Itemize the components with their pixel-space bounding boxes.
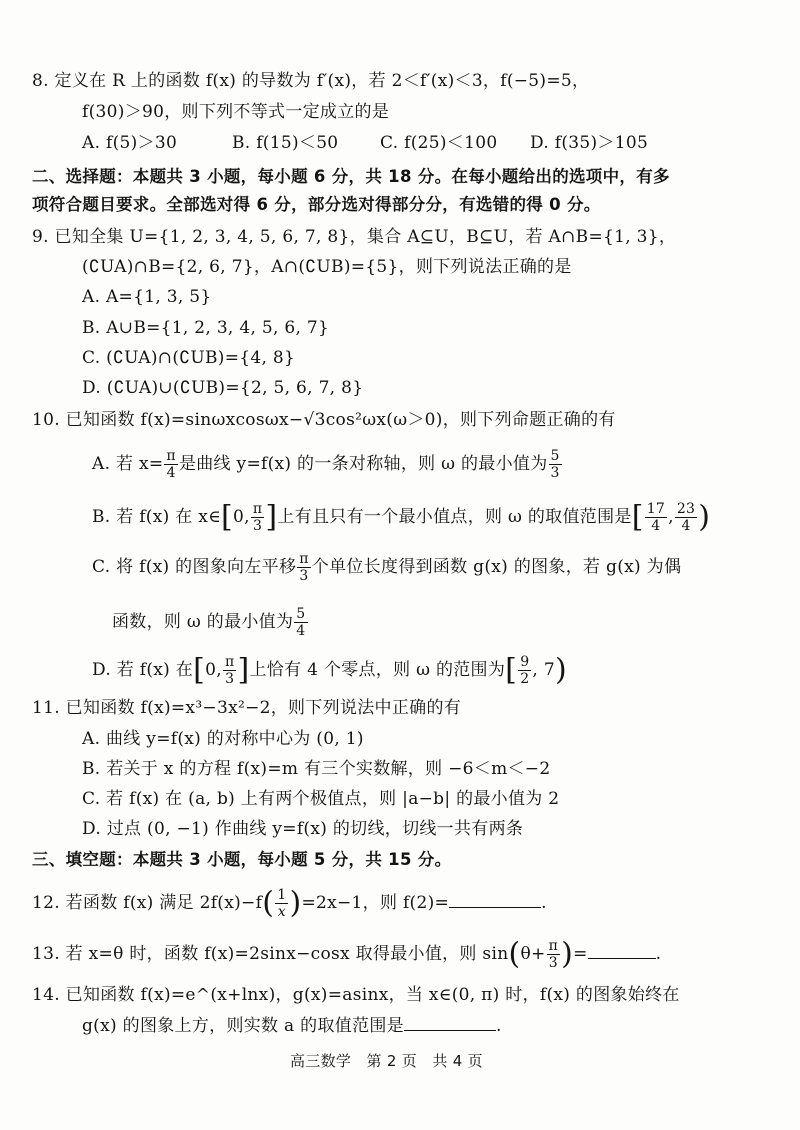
q14-line2: g(x) 的图象上方，则实数 a 的取值范围是 .	[82, 1016, 502, 1036]
q10-d-frac-9-over-2: $\frac{9}{2}$	[520, 654, 530, 687]
q10-c-frac-5-over-4: $\frac{5}{4}$	[296, 606, 306, 639]
q12-text2: =2x−1，则 f(2)=	[301, 893, 450, 913]
q10-b-text1: B. 若 f(x) 在 x∈	[92, 507, 222, 527]
q10-a-text1: A. 若 x=	[92, 454, 164, 474]
q12: 12. 若函数 f(x) 满足 2f(x)−f( $\frac{1}{x}$ )=2x−1，则 f(2)= .	[32, 885, 547, 921]
q14-answer-blank[interactable]	[404, 1014, 496, 1031]
q10-option-b: B. 若 f(x) 在 x∈[0, $\frac{\pi}{3}$ ]上有且只有一个最小值点，则 ω 的取值范围是[ $\frac{17}{4}$ , $\frac{23}{4}$ )	[92, 499, 711, 535]
q10-option-d: D. 若 f(x) 在[0, $\frac{\pi}{3}$ ]上恰有 4 个零点，则 ω 的范围为[ $\frac{9}{2}$ , 7)	[92, 652, 567, 688]
q10-d-text1: D. 若 f(x) 在	[92, 660, 194, 680]
q10-c-text3: 函数，则 ω 的最小值为	[112, 612, 294, 632]
q8-stem-line1: 8. 定义在 R 上的函数 f(x) 的导数为 f′(x)，若 2＜f′(x)＜3，f(−5)=5，	[32, 71, 590, 91]
q12-text1: 12. 若函数 f(x) 满足 2f(x)−f	[32, 893, 263, 913]
q8-stem-line2: f(30)＞90，则下列不等式一定成立的是	[82, 102, 390, 122]
q10-b-frac-23-over-4: $\frac{23}{4}$	[676, 501, 696, 534]
q10-a-text2: 是曲线 y=f(x) 的一条对称轴，则 ω 的最小值为	[178, 454, 548, 474]
section2-heading-line2: 项符合题目要求。全部选对得 6 分，部分选对得部分分，有选错的得 0 分。	[32, 195, 601, 214]
q8-option-b: B. f(15)＜50	[232, 133, 339, 153]
q14-text2: g(x) 的图象上方，则实数 a 的取值范围是	[82, 1016, 404, 1036]
q9-option-a: A. A={1, 3, 5}	[82, 287, 212, 307]
q10-d-frac-pi-over-3: $\frac{\pi}{3}$	[224, 654, 235, 687]
q13-text2: θ+	[520, 944, 546, 964]
q9-option-c: C. (∁UA)∩(∁UB)={4, 8}	[82, 348, 296, 368]
q11-stem: 11. 已知函数 f(x)=x³−3x²−2，则下列说法中正确的有	[32, 698, 462, 718]
page-footer: 高三数学 第 2 页 共 4 页	[290, 1052, 483, 1070]
q9-option-d: D. (∁UA)∪(∁UB)={2, 5, 6, 7, 8}	[82, 378, 364, 398]
q13-text1: 13. 若 x=θ 时，函数 f(x)=2sinx−cosx 取得最小值，则 sin	[32, 944, 509, 964]
q11-option-b: B. 若关于 x 的方程 f(x)=m 有三个实数解，则 −6＜m＜−2	[82, 759, 551, 779]
q8-option-c: C. f(25)＜100	[380, 133, 498, 153]
q10-option-a	[92, 448, 563, 481]
q10-d-text2: 上恰有 4 个零点，则 ω 的范围为	[249, 660, 506, 680]
q14-line1: 14. 已知函数 f(x)=e^(x+lnx)，g(x)=asinx，当 x∈(0, π) 时，f(x) 的图象始终在	[32, 985, 680, 1005]
q11-option-c: C. 若 f(x) 在 (a, b) 上有两个极值点，则 |a−b| 的最小值为 2	[82, 789, 560, 809]
q13-answer-blank[interactable]	[588, 942, 656, 959]
q12-frac-1-over-x: $\frac{1}{x}$	[277, 887, 287, 920]
q9-stem-line1: 9. 已知全集 U={1, 2, 3, 4, 5, 6, 7, 8}，集合 A⊆U，B⊆U，若 A∩B={1, 3}，	[32, 227, 677, 247]
q12-answer-blank[interactable]	[449, 891, 541, 908]
q13: 13. 若 x=θ 时，函数 f(x)=2sinx−cosx 取得最小值，则 sin(θ+ $\frac{\pi}{3}$ )= .	[32, 936, 662, 972]
q10-a-frac-pi-over-4: $\frac{\pi}{4}$	[166, 448, 176, 481]
q10-option-c-line1	[92, 551, 681, 584]
section2-heading-line1: 二、选择题：本题共 3 小题，每小题 6 分，共 18 分。在每小题给出的选项中，有多	[32, 167, 670, 186]
q11-option-a: A. 曲线 y=f(x) 的对称中心为 (0, 1)	[82, 729, 364, 749]
section3-heading: 三、填空题：本题共 3 小题，每小题 5 分，共 15 分。	[32, 850, 452, 869]
q10-stem: 10. 已知函数 f(x)=sinωxcosωx−√3cos²ωx(ω＞0)，则下列命题正确的有	[32, 410, 616, 430]
q10-b-frac-17-over-4: $\frac{17}{4}$	[646, 501, 666, 534]
q10-option-c-line2	[112, 606, 309, 639]
q9-option-b: B. A∪B={1, 2, 3, 4, 5, 6, 7}	[82, 318, 330, 338]
q8-option-a: A. f(5)＞30	[82, 133, 178, 153]
q13-frac-pi-over-3: $\frac{\pi}{3}$	[548, 938, 559, 971]
q11-option-d: D. 过点 (0, −1) 作曲线 y=f(x) 的切线，切线一共有两条	[82, 819, 524, 839]
q10-a-frac-5-over-3: $\frac{5}{3}$	[550, 448, 560, 481]
q8-option-d: D. f(35)＞105	[530, 133, 649, 153]
q10-c-text2: 个单位长度得到函数 g(x) 的图象，若 g(x) 为偶	[311, 557, 682, 577]
q10-b-text2: 上有且只有一个最小值点，则 ω 的取值范围是	[277, 507, 632, 527]
q10-c-text1: C. 将 f(x) 的图象向左平移	[92, 557, 297, 577]
q9-stem-line2: (∁UA)∩B={2, 6, 7}，A∩(∁UB)={5}，则下列说法正确的是	[82, 257, 572, 277]
q10-c-frac-pi-over-3: $\frac{\pi}{3}$	[299, 551, 309, 584]
q10-b-frac-pi-over-3: $\frac{\pi}{3}$	[252, 501, 263, 534]
